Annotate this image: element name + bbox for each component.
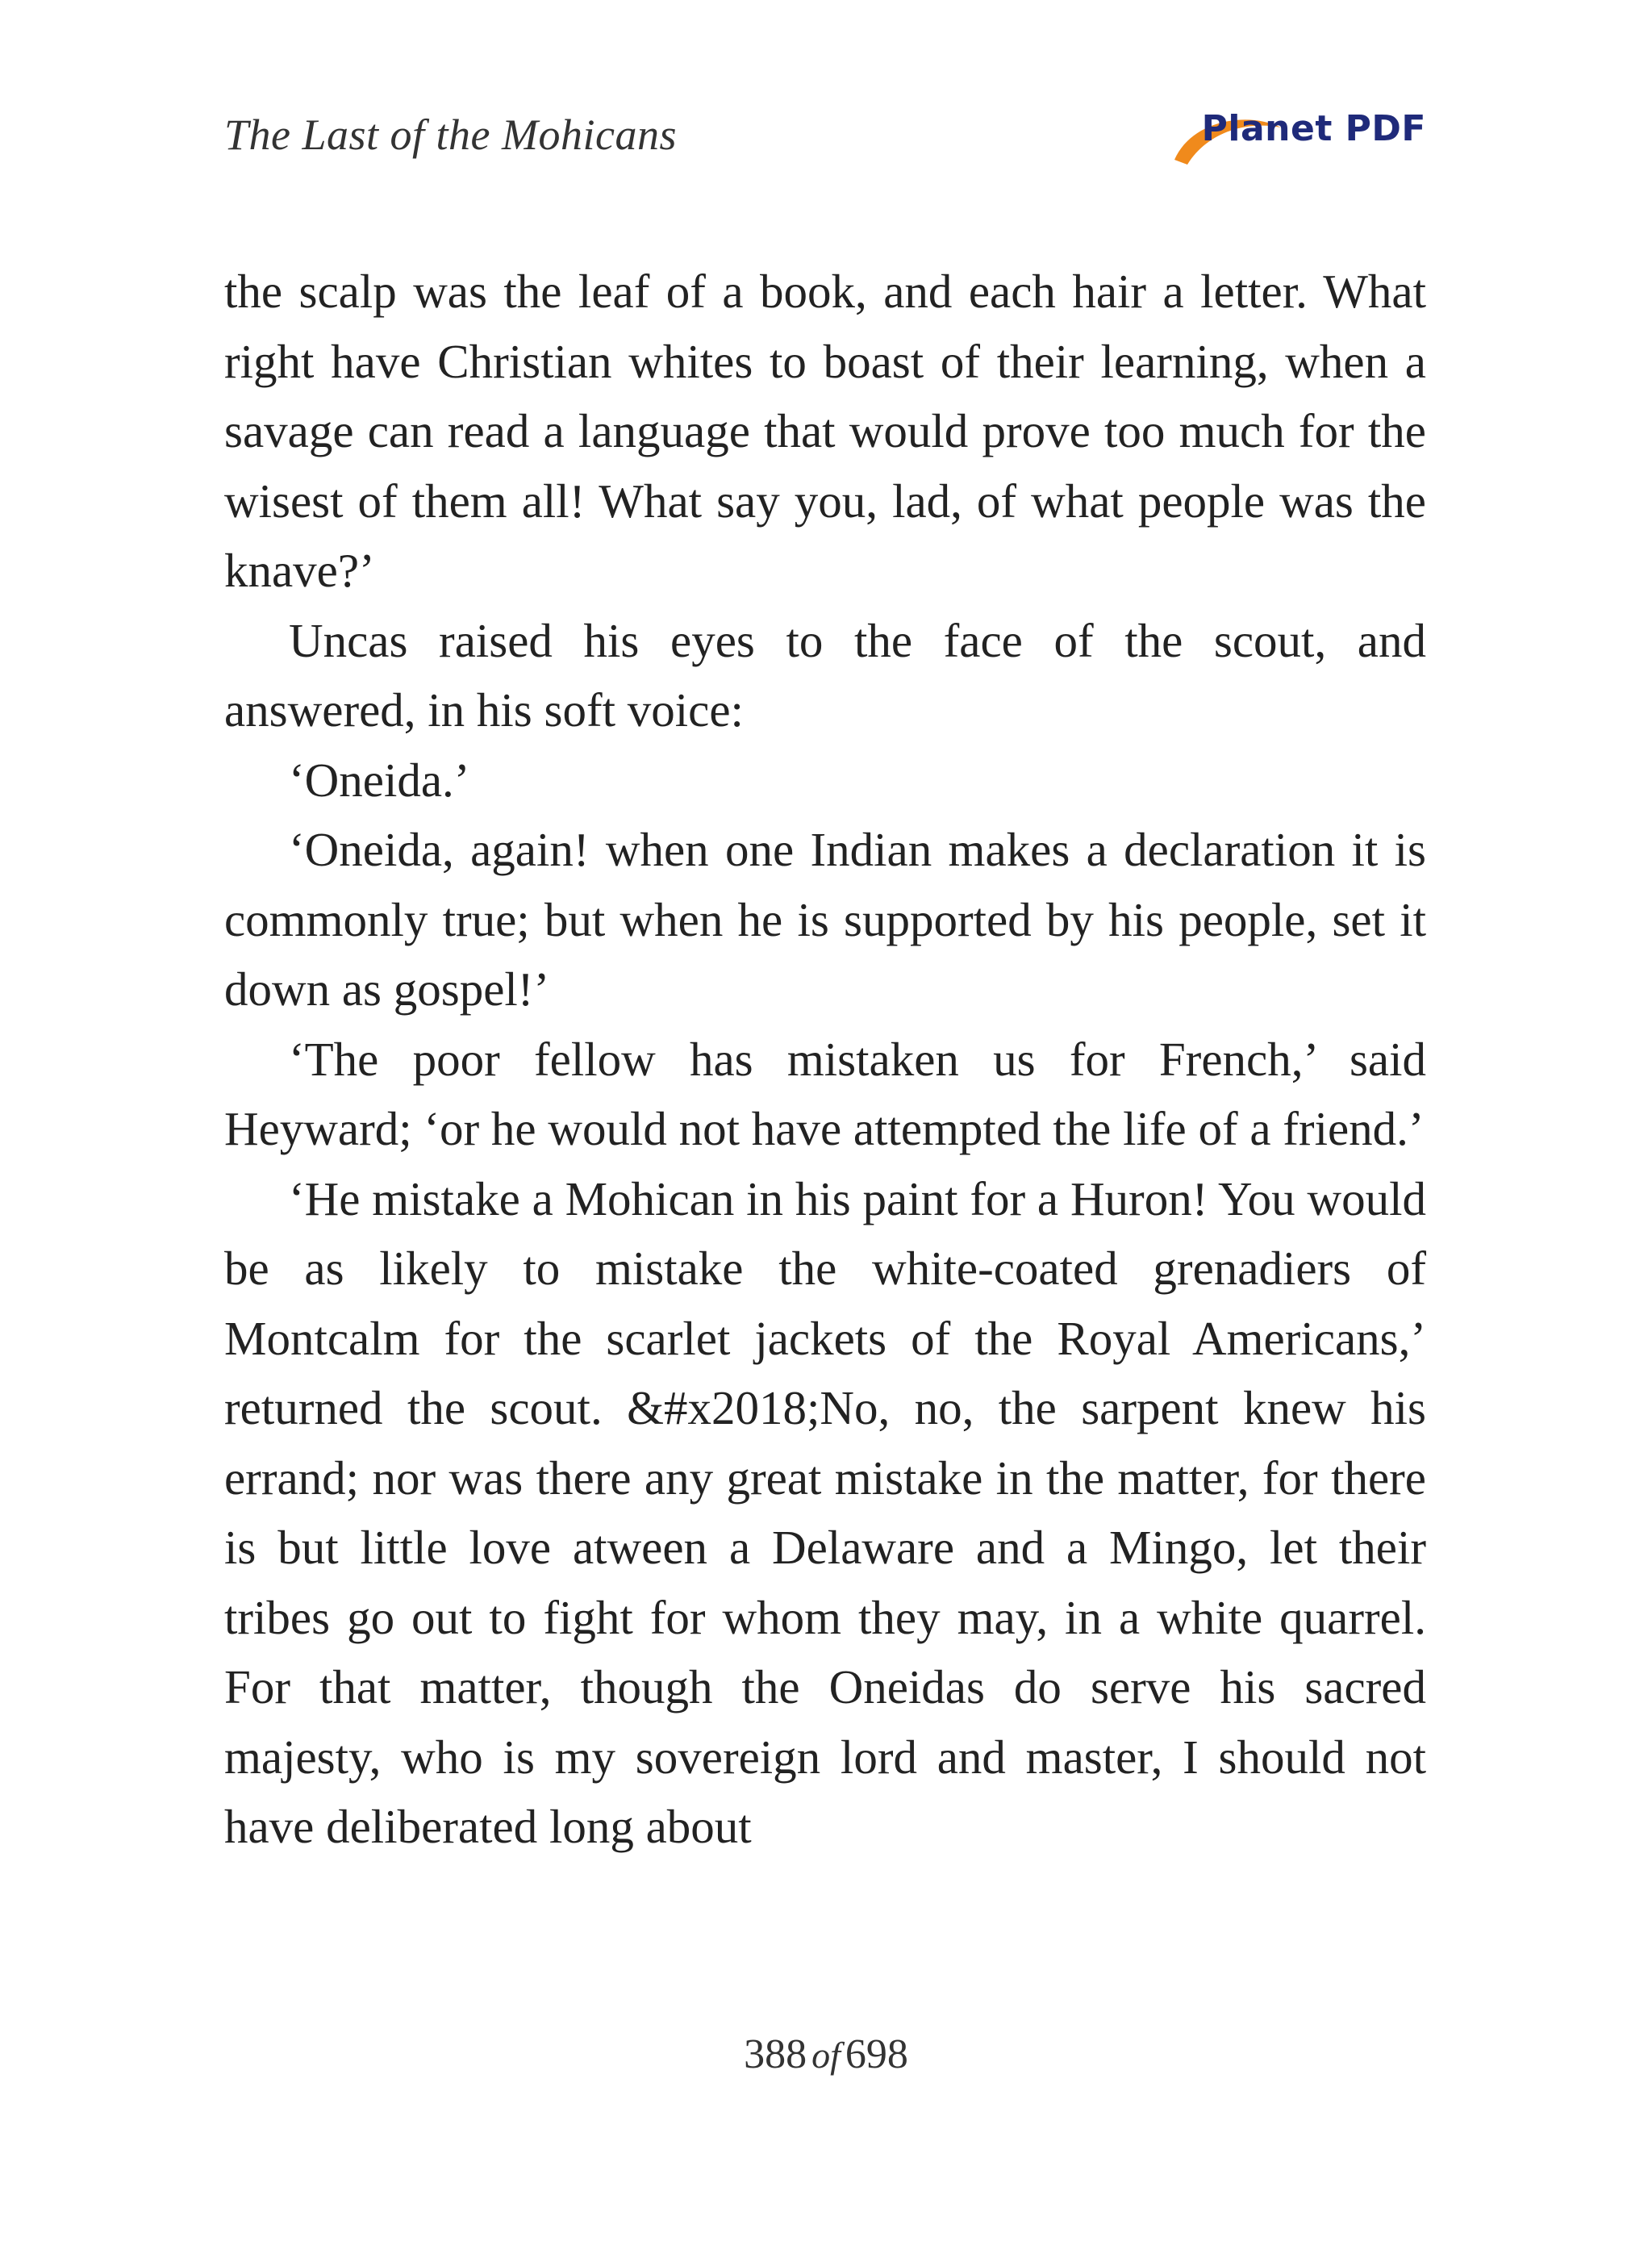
- paragraph-4: ‘Oneida, again! when one Indian makes a declaration it is commonly true; but when he is supported by his people, set it down as gospel!’: [224, 823, 1426, 1016]
- paragraph-5: ‘The poor fellow has mistaken us for French,’ said Heyward; ‘or he would not have attempted the life of a friend.’: [224, 1032, 1426, 1155]
- page-header: [224, 103, 1426, 176]
- page-of-label: of: [811, 2035, 841, 2076]
- paragraph-6: ‘He mistake a Mohican in his paint for a Huron! You would be as likely to mistake the white-coated grenadiers of Montcalm for the scarlet jackets of the Royal Americans,’ returned the scout. &#x2018;No, no, the sarpent knew his errand; nor was there any great mistake in the matter, for there is but little love atween a Delaware and a Mingo, let their tribes go out to fight for whom they may, in a white quarrel. For that matter, though the Oneidas do serve his sacred majesty, who is my sovereign lord and master, I should not have deliberated long about: [224, 1171, 1426, 1853]
- paragraph-2: Uncas raised his eyes to the face of the scout, and answered, in his soft voice:: [224, 613, 1426, 737]
- paragraph-1: the scalp was the leaf of a book, and each hair a letter. What right have Christian whites to boast of their learning, when a savage can read a language that would prove too much for the wisest of them all! What say you, lad, of what people was the knave?’: [224, 265, 1426, 597]
- page-total: 698: [845, 2031, 908, 2077]
- page-number: [0, 2031, 1652, 2078]
- body-text: [224, 257, 1426, 1862]
- page-current: 388: [744, 2031, 807, 2077]
- logo-text: Planet PDF: [1201, 108, 1426, 149]
- paragraph-3: ‘Oneida.’: [289, 753, 470, 807]
- book-title: The Last of the Mohicans: [224, 111, 677, 159]
- planet-pdf-logo: [1160, 103, 1426, 176]
